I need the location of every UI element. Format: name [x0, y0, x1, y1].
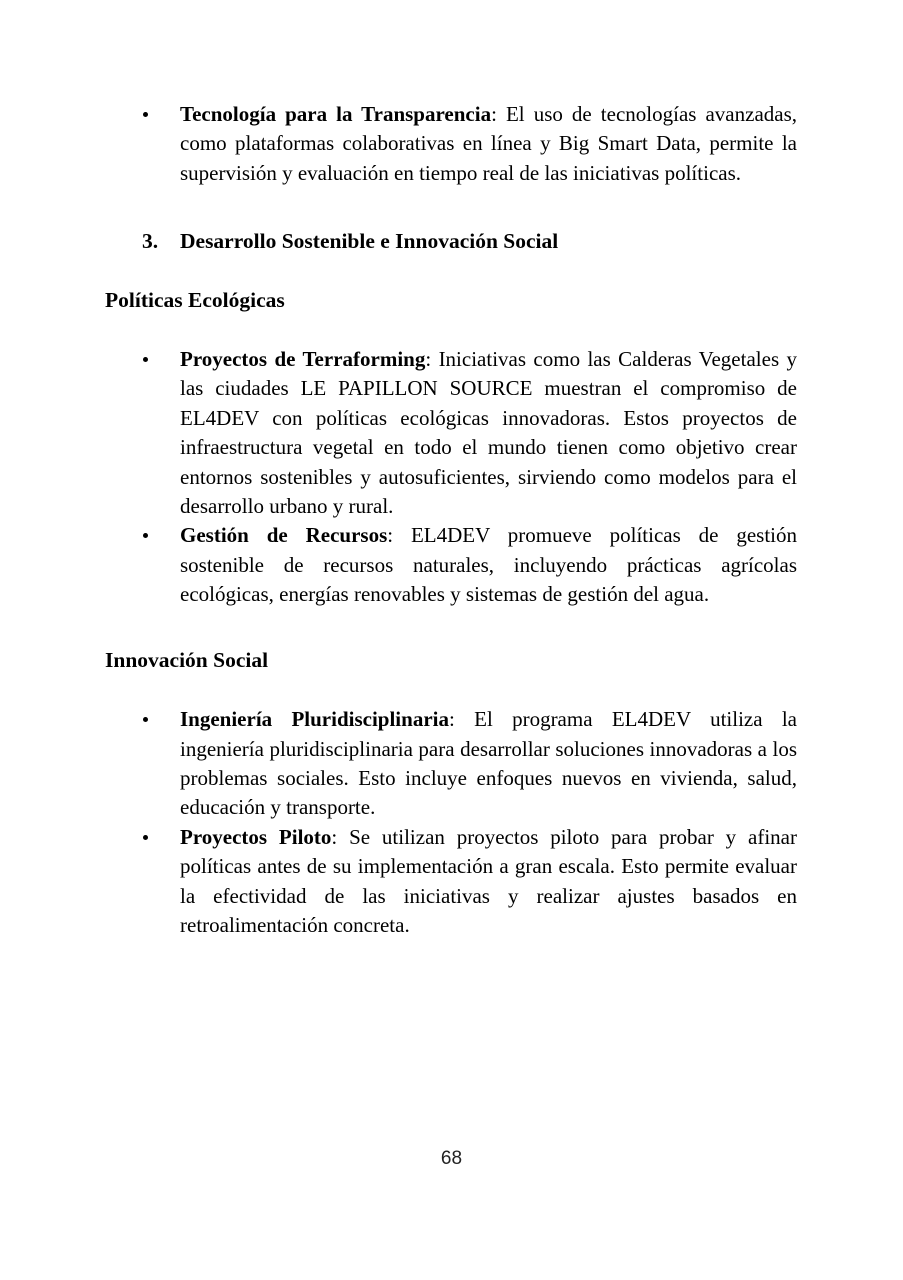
bullet-lead-label: Proyectos Piloto: [180, 824, 332, 849]
list-item: [105, 521, 797, 609]
bullet-body-text: : EL4DEV promueve políticas de gestión sostenible de recursos naturales, incluyendo prácticas agrícolas ecológicas, energías renovables y sistemas de gestión del agua.: [180, 523, 797, 607]
section-heading-politicas-ecologicas: Políticas Ecológicas: [105, 287, 285, 312]
bullet-body-text: : Se utilizan proyectos piloto para probar y afinar políticas antes de su implementación a gran escala. Esto permite evaluar la efectividad de las iniciativas y realizar ajustes basados en retroalimentación concreta.: [180, 824, 797, 937]
heading-number: 3.: [142, 229, 159, 254]
bullet-body-text: : El programa EL4DEV utiliza la ingeniería pluridisciplinaria para desarrollar soluciones innovadoras a los problemas sociales. Esto incluye enfoques nuevos en vivienda, salud, educación y transporte.: [180, 707, 797, 820]
page-content: [105, 100, 797, 940]
bullet-list-politicas-ecologicas: [105, 345, 797, 610]
bullet-list-innovacion-social: [105, 705, 797, 940]
page-number: 68: [440, 1148, 463, 1169]
bullet-body-text: : El uso de tecnologías avanzadas, como plataformas colaborativas en línea y Big Smart Data, permite la supervisión y evaluación en tiempo real de las iniciativas políticas.: [180, 102, 798, 185]
list-item: [105, 823, 797, 941]
bullet-lead-label: Ingeniería Pluridisciplinaria: [180, 707, 449, 732]
spacer: [105, 257, 797, 286]
spacer: [105, 675, 797, 705]
spacer: [105, 610, 797, 646]
list-item: [105, 345, 797, 521]
spacer: [105, 188, 797, 227]
section-heading-innovacion-social: Innovación Social: [105, 647, 269, 672]
list-item: [105, 705, 797, 823]
bullet-list-transparencia: [105, 100, 797, 188]
bullet-lead-label: Proyectos de Terraforming: [180, 347, 426, 372]
bullet-lead-label: Tecnología para la Transparencia: [180, 102, 492, 126]
spacer: [105, 315, 797, 345]
numbered-heading-3: [105, 227, 797, 256]
list-item: [105, 100, 797, 188]
bullet-lead-label: Gestión de Recursos: [180, 523, 388, 548]
heading-title: Desarrollo Sostenible e Innovación Social: [180, 229, 559, 254]
bullet-body-text: : Iniciativas como las Calderas Vegetales y las ciudades LE PAPILLON SOURCE muestran el compromiso de EL4DEV con políticas ecológicas innovadoras. Estos proyectos de infraestructura vegetal en todo el mundo tienen como objetivo crear entornos sostenibles y autosuficientes, sirviendo como modelos para el desarrollo urbano y rural.: [180, 347, 797, 519]
